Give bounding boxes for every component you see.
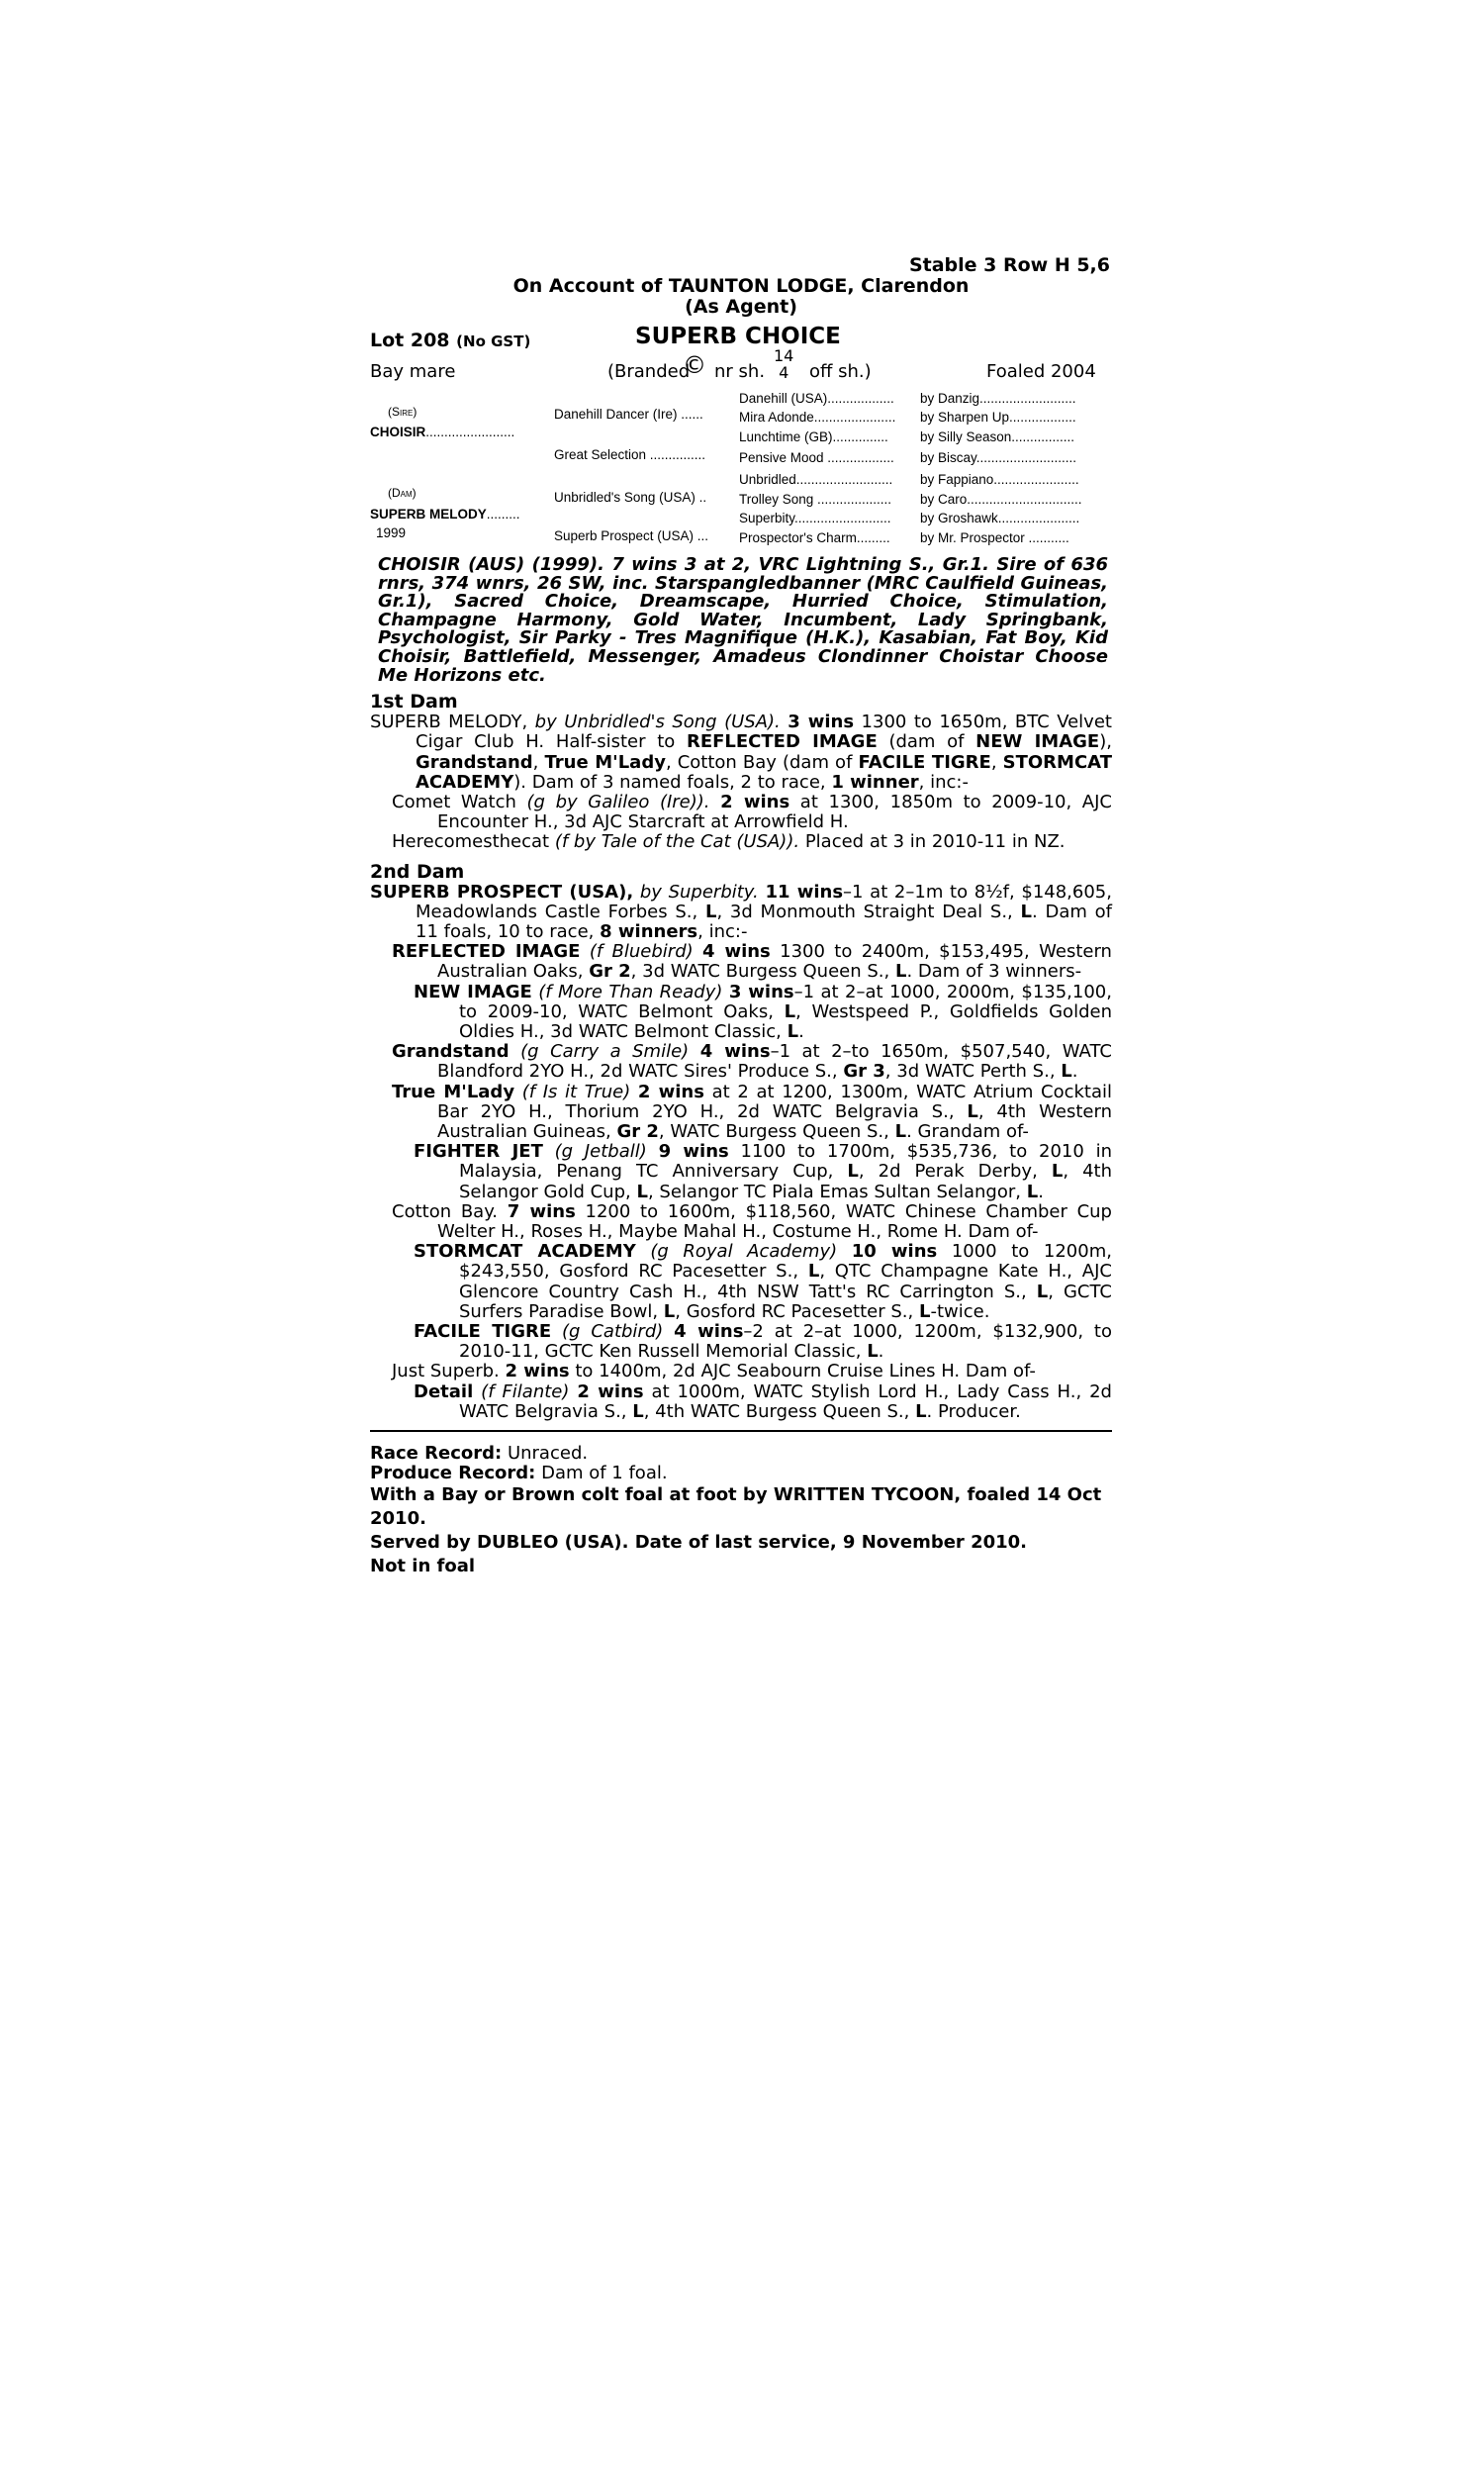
listed-tag: L <box>1051 1161 1064 1183</box>
horse-ref: REFLECTED IMAGE <box>686 731 878 753</box>
text: , 3d WATC Burgess Queen S., <box>630 961 890 983</box>
text: . <box>878 1341 884 1363</box>
listed-tag: L <box>867 1341 879 1363</box>
text: , 3d Monmouth Straight Deal S., <box>716 901 1013 922</box>
foal-name: NEW IMAGE <box>414 981 532 1002</box>
text: , Cotton Bay (dam of <box>665 751 853 773</box>
foal-by: (g Catbird) <box>562 1321 664 1343</box>
ped-g4-2: by Sharpen Up.................. <box>920 410 1076 425</box>
brand-number <box>774 347 793 381</box>
race-record-label: Race Record: <box>370 1443 503 1465</box>
listed-tag: L <box>787 1021 799 1042</box>
text: , 4th WATC Burgess Queen S., <box>643 1400 910 1422</box>
listed-tag: L <box>636 1181 648 1202</box>
lot-row <box>370 324 1112 351</box>
foal-name: Grandstand <box>392 1041 510 1063</box>
ped-g3-3: Lunchtime (GB)............... <box>739 429 888 444</box>
text: , 2d Perak Derby, <box>858 1161 1038 1183</box>
sire-tag: (Sire) <box>388 405 417 419</box>
text: , GCTC Surfers Paradise Bowl, <box>459 1281 1113 1322</box>
foal-by: (g Jetball) <box>554 1141 647 1163</box>
text: , 4th Selangor Gold Cup, <box>459 1161 1112 1202</box>
branded-open: (Branded <box>607 361 691 382</box>
text: . Dam of 3 winners- <box>906 961 1082 983</box>
brand-bottom: 4 <box>779 363 789 382</box>
vendor-line: On Account of TAUNTON LODGE, Clarendon <box>512 275 970 297</box>
listed-tag: L <box>1036 1281 1049 1302</box>
foal-wins: 2 wins <box>637 1081 704 1102</box>
ped-g4-4: by Biscay........................... <box>920 450 1077 465</box>
entry-true-mlady <box>370 1083 1112 1143</box>
group-tag: Gr 2 <box>589 961 631 983</box>
first-dam-heading: 1st Dam <box>370 691 458 714</box>
text: 1300 to 2400m, $153,495, Western Australian Oaks, <box>437 941 1112 983</box>
foal-name: REFLECTED IMAGE <box>392 941 581 963</box>
listed-tag: L <box>704 901 717 922</box>
sire-dots: ........................ <box>425 425 515 439</box>
sire-dam: Great Selection ............... <box>554 447 706 462</box>
foal-name: STORMCAT ACADEMY <box>414 1241 636 1263</box>
ped-g3-7: Superbity.......................... <box>739 511 891 525</box>
text: (dam of <box>888 731 965 753</box>
produce-record-label: Produce Record: <box>370 1463 536 1484</box>
text: , inc:- <box>697 920 748 942</box>
listed-tag: L <box>847 1161 859 1183</box>
foal-name: Cotton Bay. <box>392 1200 499 1222</box>
text: Placed at 3 in 2010-11 in NZ. <box>804 831 1066 853</box>
dam-by: by Unbridled's Song (USA). <box>534 712 781 733</box>
foal-name: True M'Lady <box>392 1081 515 1102</box>
ped-g4-5: by Fappiano....................... <box>920 472 1079 487</box>
foal-by: (g Carry a Smile) <box>520 1041 690 1063</box>
entry-reflected-image <box>370 942 1112 982</box>
listed-tag: L <box>894 1121 907 1143</box>
brand-row <box>370 346 1112 389</box>
second-dam-entry <box>370 883 1112 943</box>
foal-wins: 3 wins <box>728 981 794 1002</box>
horse-colour: Bay mare <box>370 361 456 382</box>
text: 1000 to 1200m, $243,550, Gosford RC Pacesetter S., <box>459 1241 1112 1283</box>
entry-detail <box>370 1382 1112 1422</box>
text: to 1400m, 2d AJC Seabourn Cruise Lines H. Dam of- <box>575 1361 1036 1382</box>
horse-ref: Grandstand <box>416 751 533 773</box>
ped-g4-8: by Mr. Prospector ........... <box>920 530 1069 545</box>
race-record <box>370 1444 1112 1464</box>
dam-name-text: SUPERB MELODY, <box>370 712 528 733</box>
text: , WATC Burgess Queen S., <box>658 1121 889 1143</box>
group-tag: Gr 3 <box>843 1061 885 1083</box>
listed-tag: L <box>663 1300 676 1322</box>
listed-tag: L <box>807 1261 820 1283</box>
dam-label: SUPERB MELODY <box>370 507 487 522</box>
race-record-value: Unraced. <box>507 1443 589 1465</box>
entry-stormcat-academy <box>370 1242 1112 1322</box>
text: 1300 to 1650m, BTC Velvet Cigar Club H. Half-sister to <box>416 712 1112 753</box>
text: , 4th Western Australian Guineas, <box>437 1100 1112 1143</box>
brand-top: 14 <box>774 346 794 365</box>
dam-sire: Unbridled's Song (USA) .. <box>554 490 707 505</box>
text: ), <box>1099 731 1112 753</box>
ped-g3-1: Danehill (USA).................. <box>739 391 894 406</box>
dam-dam: Superb Prospect (USA) ... <box>554 528 709 543</box>
foal-wins: 7 wins <box>507 1200 576 1222</box>
sire-summary: CHOISIR (AUS) (1999). 7 wins 3 at 2, VRC Lightning S., Gr.1. Sire of 636 rnrs, 374 wnrs, 26 SW, inc. Starspangledbanner (MRC Caulfield Guineas, Gr.1), Sacred Choice, Dreamscape, Hurried Choice, Stimulation, Champagne Harmony, Gold Water, Incumbent, Lady Springbank, Psychologist, Sir Parky - Tres Magnifique (H.K.), Kasabian, Fat Boy, Kid Choisir, Battlefield, Messenger, Amadeus Clondinner Choistar Choose Me Horizons etc. <box>378 554 1108 686</box>
text: . Producer. <box>926 1400 1021 1422</box>
dam-tag: (Dam) <box>388 486 417 500</box>
text: at 1300, 1850m to 2009-10, AJC Encounter H., 3d AJC Starcraft at Arrowfield H. <box>437 791 1112 833</box>
text: 1200 to 1600m, $118,560, WATC Chinese Chamber Cup Welter H., Roses H., Maybe Mahal H., Costume H., Rome H. Dam of- <box>437 1200 1112 1243</box>
foal-by: (f Is it True) <box>521 1081 631 1102</box>
foal-by: (f Filante) <box>481 1380 570 1402</box>
text: at 1000m, WATC Stylish Lord H., Lady Cass H., 2d WATC Belgravia S., <box>459 1380 1112 1422</box>
foal-comet-watch <box>370 793 1112 832</box>
brand-symbol: © <box>683 351 706 379</box>
foal-wins: 4 wins <box>702 941 771 963</box>
section-divider <box>370 1430 1112 1432</box>
horse-ref: True M'Lady <box>544 751 666 773</box>
foal-name: FIGHTER JET <box>414 1141 543 1163</box>
dam-name-text: SUPERB PROSPECT (USA), <box>370 881 634 903</box>
foal-wins: 4 wins <box>674 1321 744 1343</box>
foal-name: FACILE TIGRE <box>414 1321 552 1343</box>
text: . <box>1071 1061 1078 1083</box>
foal-by: (g Royal Academy) <box>650 1241 838 1263</box>
ped-g3-8: Prospector's Charm......... <box>739 530 890 545</box>
horse-ref: FACILE TIGRE <box>858 751 991 773</box>
listed-tag: L <box>1026 1181 1039 1202</box>
dam-wins: 11 wins <box>765 881 844 903</box>
text: –2 at 2–at 1000, 1200m, $132,900, to 2010-11, GCTC Ken Russell Memorial Classic, <box>459 1321 1112 1363</box>
text: at 2 at 1200, 1300m, WATC Atrium Cocktail Bar 2YO H., Thorium 2YO H., 2d WATC Belgravia S., <box>437 1081 1112 1122</box>
foal-status: Not in foal <box>370 1556 476 1577</box>
group-tag: Gr 2 <box>616 1121 659 1143</box>
listed-tag: L <box>894 961 907 983</box>
foal-name: Comet Watch <box>392 791 516 812</box>
ped-g3-6: Trolley Song .................... <box>739 492 892 507</box>
horse-ref: 1 winner <box>831 771 919 793</box>
text: , QTC Champagne Kate H., AJC Glencore Country Cash H., 4th NSW Tatt's RC Carrington S., <box>459 1261 1112 1302</box>
foal-name: Just Superb. <box>392 1361 500 1382</box>
listed-tag: L <box>632 1400 644 1422</box>
pedigree-table <box>370 391 1112 554</box>
horse-name: SUPERB CHOICE <box>635 324 841 349</box>
text: , 3d WATC Perth S., <box>884 1061 1056 1083</box>
entry-just-superb <box>370 1362 1112 1381</box>
ped-g4-6: by Caro............................... <box>920 492 1082 507</box>
produce-record-value: Dam of 1 foal. <box>541 1463 668 1484</box>
foal-by: (f by Tale of the Cat (USA)). <box>554 831 800 853</box>
ped-g4-7: by Groshawk...................... <box>920 511 1080 525</box>
foal-at-foot: With a Bay or Brown colt foal at foot by WRITTEN TYCOON, foaled 14 Oct 2010. <box>370 1484 1102 1530</box>
text: 1100 to 1700m, $535,736, to 2010 in Malaysia, Penang TC Anniversary Cup, <box>459 1141 1112 1183</box>
stable-location: Stable 3 Row H 5,6 <box>908 254 1110 276</box>
second-dam-heading: 2nd Dam <box>370 860 465 883</box>
foal-wins: 4 wins <box>699 1041 771 1063</box>
dam-by: by Superbity. <box>639 881 759 903</box>
first-dam-entry <box>370 713 1112 793</box>
branded-nr: nr sh. <box>714 361 766 382</box>
text: –1 at 2–1m to 8½f, $148,605, Meadowlands Castle Forbes S., <box>416 881 1112 922</box>
text: -twice. <box>930 1300 990 1322</box>
foal-by: (f More Than Ready) <box>538 981 723 1002</box>
entry-grandstand <box>370 1042 1112 1082</box>
entry-facile-tigre <box>370 1322 1112 1362</box>
dam-dots: ......... <box>486 507 520 522</box>
sire-sire: Danehill Dancer (Ire) ...... <box>554 407 703 422</box>
ped-g3-2: Mira Adonde...................... <box>739 410 896 425</box>
entry-new-image <box>370 983 1112 1043</box>
text: –1 at 2–to 1650m, $507,540, WATC Blandford 2YO H., 2d WATC Sires' Produce S., <box>437 1041 1112 1083</box>
dam-wins: 3 wins <box>788 712 855 733</box>
foal-wins: 9 wins <box>658 1141 729 1163</box>
text: , Gosford RC Pacesetter S., <box>675 1300 914 1322</box>
foal-wins: 2 wins <box>505 1361 570 1382</box>
text: , <box>990 751 997 773</box>
foaled-year: Foaled 2004 <box>986 361 1096 382</box>
text: , Selangor TC Piala Emas Sultan Selangor, <box>647 1181 1021 1202</box>
text: . <box>798 1021 804 1042</box>
text: , inc:- <box>918 771 969 793</box>
listed-tag: L <box>915 1400 927 1422</box>
text: , Westspeed P., Goldfields Golden Oldies H., 3d WATC Belmont Classic, <box>459 1000 1112 1042</box>
listed-tag: L <box>918 1300 931 1322</box>
horse-ref: NEW IMAGE <box>975 731 1100 753</box>
sire-label: CHOISIR <box>370 425 426 439</box>
foal-herecomesthecat <box>370 832 1112 852</box>
horse-ref: STORMCAT ACADEMY <box>416 751 1112 793</box>
text: . <box>1038 1181 1044 1202</box>
entry-fighter-jet <box>370 1142 1112 1202</box>
ped-g4-3: by Silly Season................. <box>920 429 1075 444</box>
agent-line: (As Agent) <box>685 296 797 318</box>
text: , <box>532 751 539 773</box>
sire-name <box>370 425 514 439</box>
dam-name <box>370 507 520 522</box>
lot-number <box>370 330 530 351</box>
dam-year: 1999 <box>376 525 407 540</box>
foal-name: Herecomesthecat <box>392 831 550 853</box>
text: ). Dam of 3 named foals, 2 to race, <box>513 771 826 793</box>
served-by: Served by DUBLEO (USA). Date of last service, 9 November 2010. <box>370 1532 1028 1554</box>
text: . Dam of 11 foals, 10 to race, <box>416 901 1112 942</box>
foal-name: Detail <box>414 1380 474 1402</box>
listed-tag: L <box>967 1100 978 1122</box>
listed-tag: L <box>784 1000 796 1022</box>
winners-count: 8 winners <box>600 920 698 942</box>
gst-note: (No GST) <box>456 333 531 350</box>
listed-tag: L <box>1061 1061 1072 1083</box>
produce-record <box>370 1464 1112 1483</box>
ped-g4-1: by Danzig.......................... <box>920 391 1076 406</box>
foal-wins: 10 wins <box>851 1241 938 1263</box>
ped-g3-4: Pensive Mood .................. <box>739 450 894 465</box>
lot-label: Lot 208 <box>370 330 450 351</box>
text: . Grandam of- <box>906 1121 1029 1143</box>
foal-wins: 2 wins <box>720 791 790 812</box>
ped-g3-5: Unbridled.......................... <box>739 472 893 487</box>
catalogue-page <box>370 255 1112 1578</box>
foal-wins: 2 wins <box>577 1380 644 1402</box>
foal-by: (f Bluebird) <box>589 941 694 963</box>
text: –1 at 2–at 1000, 2000m, $135,100, to 2009-10, WATC Belmont Oaks, <box>459 981 1112 1022</box>
branded-off: off sh.) <box>809 361 872 382</box>
listed-tag: L <box>1020 901 1033 922</box>
foal-by: (g by Galileo (Ire)). <box>526 791 710 812</box>
entry-cotton-bay <box>370 1202 1112 1242</box>
